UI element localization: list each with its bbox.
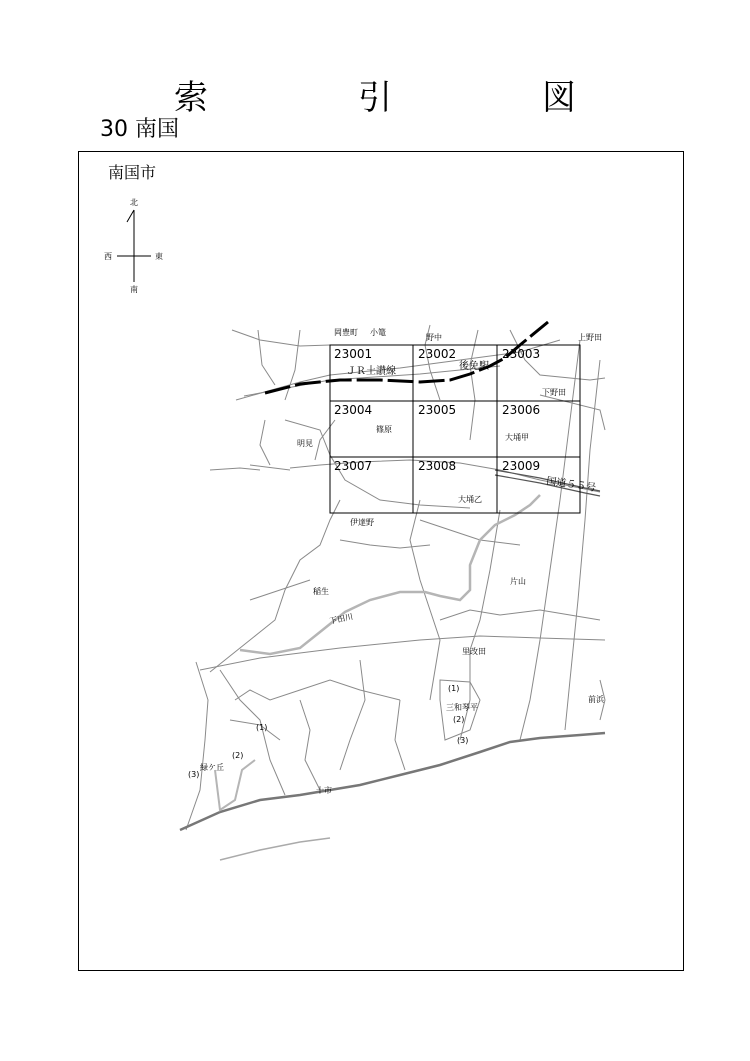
place-label: 片山 bbox=[510, 577, 526, 586]
place-label: (1) bbox=[448, 684, 460, 693]
compass-rose bbox=[117, 210, 151, 282]
place-label: 大埇甲 bbox=[505, 433, 529, 442]
place-label: 十市 bbox=[316, 786, 332, 795]
shimoda-river bbox=[240, 495, 540, 654]
place-label: (2) bbox=[453, 715, 465, 724]
place-label: 下野田 bbox=[542, 388, 566, 397]
place-label: (3) bbox=[457, 736, 469, 745]
coastline bbox=[180, 733, 605, 830]
grid-tile-label[interactable]: 23003 bbox=[502, 347, 541, 361]
place-label: 里改田 bbox=[462, 647, 486, 656]
compass-west: 西 bbox=[104, 252, 112, 261]
map-subtitle: 30 南国 bbox=[100, 117, 179, 142]
grid-tile-label[interactable]: 23009 bbox=[502, 459, 541, 473]
grid-tile-label[interactable]: 23005 bbox=[418, 403, 457, 417]
lower-coast bbox=[220, 838, 330, 860]
place-label: (1) bbox=[256, 723, 268, 732]
place-label: 伊達野 bbox=[350, 518, 374, 527]
place-label: 国道５５号 bbox=[545, 476, 597, 494]
place-label: 小篭 bbox=[370, 328, 386, 337]
compass-south: 南 bbox=[130, 285, 138, 294]
place-label: 上野田 bbox=[578, 333, 602, 342]
grid-tile-label[interactable]: 23008 bbox=[418, 459, 457, 473]
place-label: (2) bbox=[232, 751, 244, 760]
place-label: 野中 bbox=[426, 333, 442, 342]
place-label: 緑ケ丘 bbox=[200, 763, 224, 772]
grid-tile-label[interactable]: 23001 bbox=[334, 347, 373, 361]
place-label: ＪＲ土讃線 bbox=[346, 366, 396, 377]
place-label: 前浜 bbox=[588, 695, 604, 704]
grid-tile-label[interactable]: 23004 bbox=[334, 403, 373, 417]
place-label: 岡豊町 bbox=[334, 328, 358, 337]
place-label: 明見 bbox=[297, 439, 313, 448]
place-label: (3) bbox=[188, 770, 200, 779]
grid-tile-label[interactable]: 23007 bbox=[334, 459, 373, 473]
place-label: 下田川 bbox=[328, 612, 354, 626]
city-label: 南国市 bbox=[108, 163, 157, 182]
place-label: 三和琴平 bbox=[446, 703, 478, 712]
grid-tile-label[interactable]: 23006 bbox=[502, 403, 541, 417]
place-label: 大埇乙 bbox=[458, 495, 482, 504]
compass-north: 北 bbox=[130, 198, 138, 207]
place-label: 篠原 bbox=[376, 425, 392, 434]
grid-tile-label[interactable]: 23002 bbox=[418, 347, 457, 361]
page-title: 索 引 図 bbox=[174, 78, 634, 118]
compass-east: 東 bbox=[155, 252, 163, 261]
place-label: 稲生 bbox=[313, 587, 329, 596]
place-label: 後免駅 bbox=[459, 361, 489, 372]
